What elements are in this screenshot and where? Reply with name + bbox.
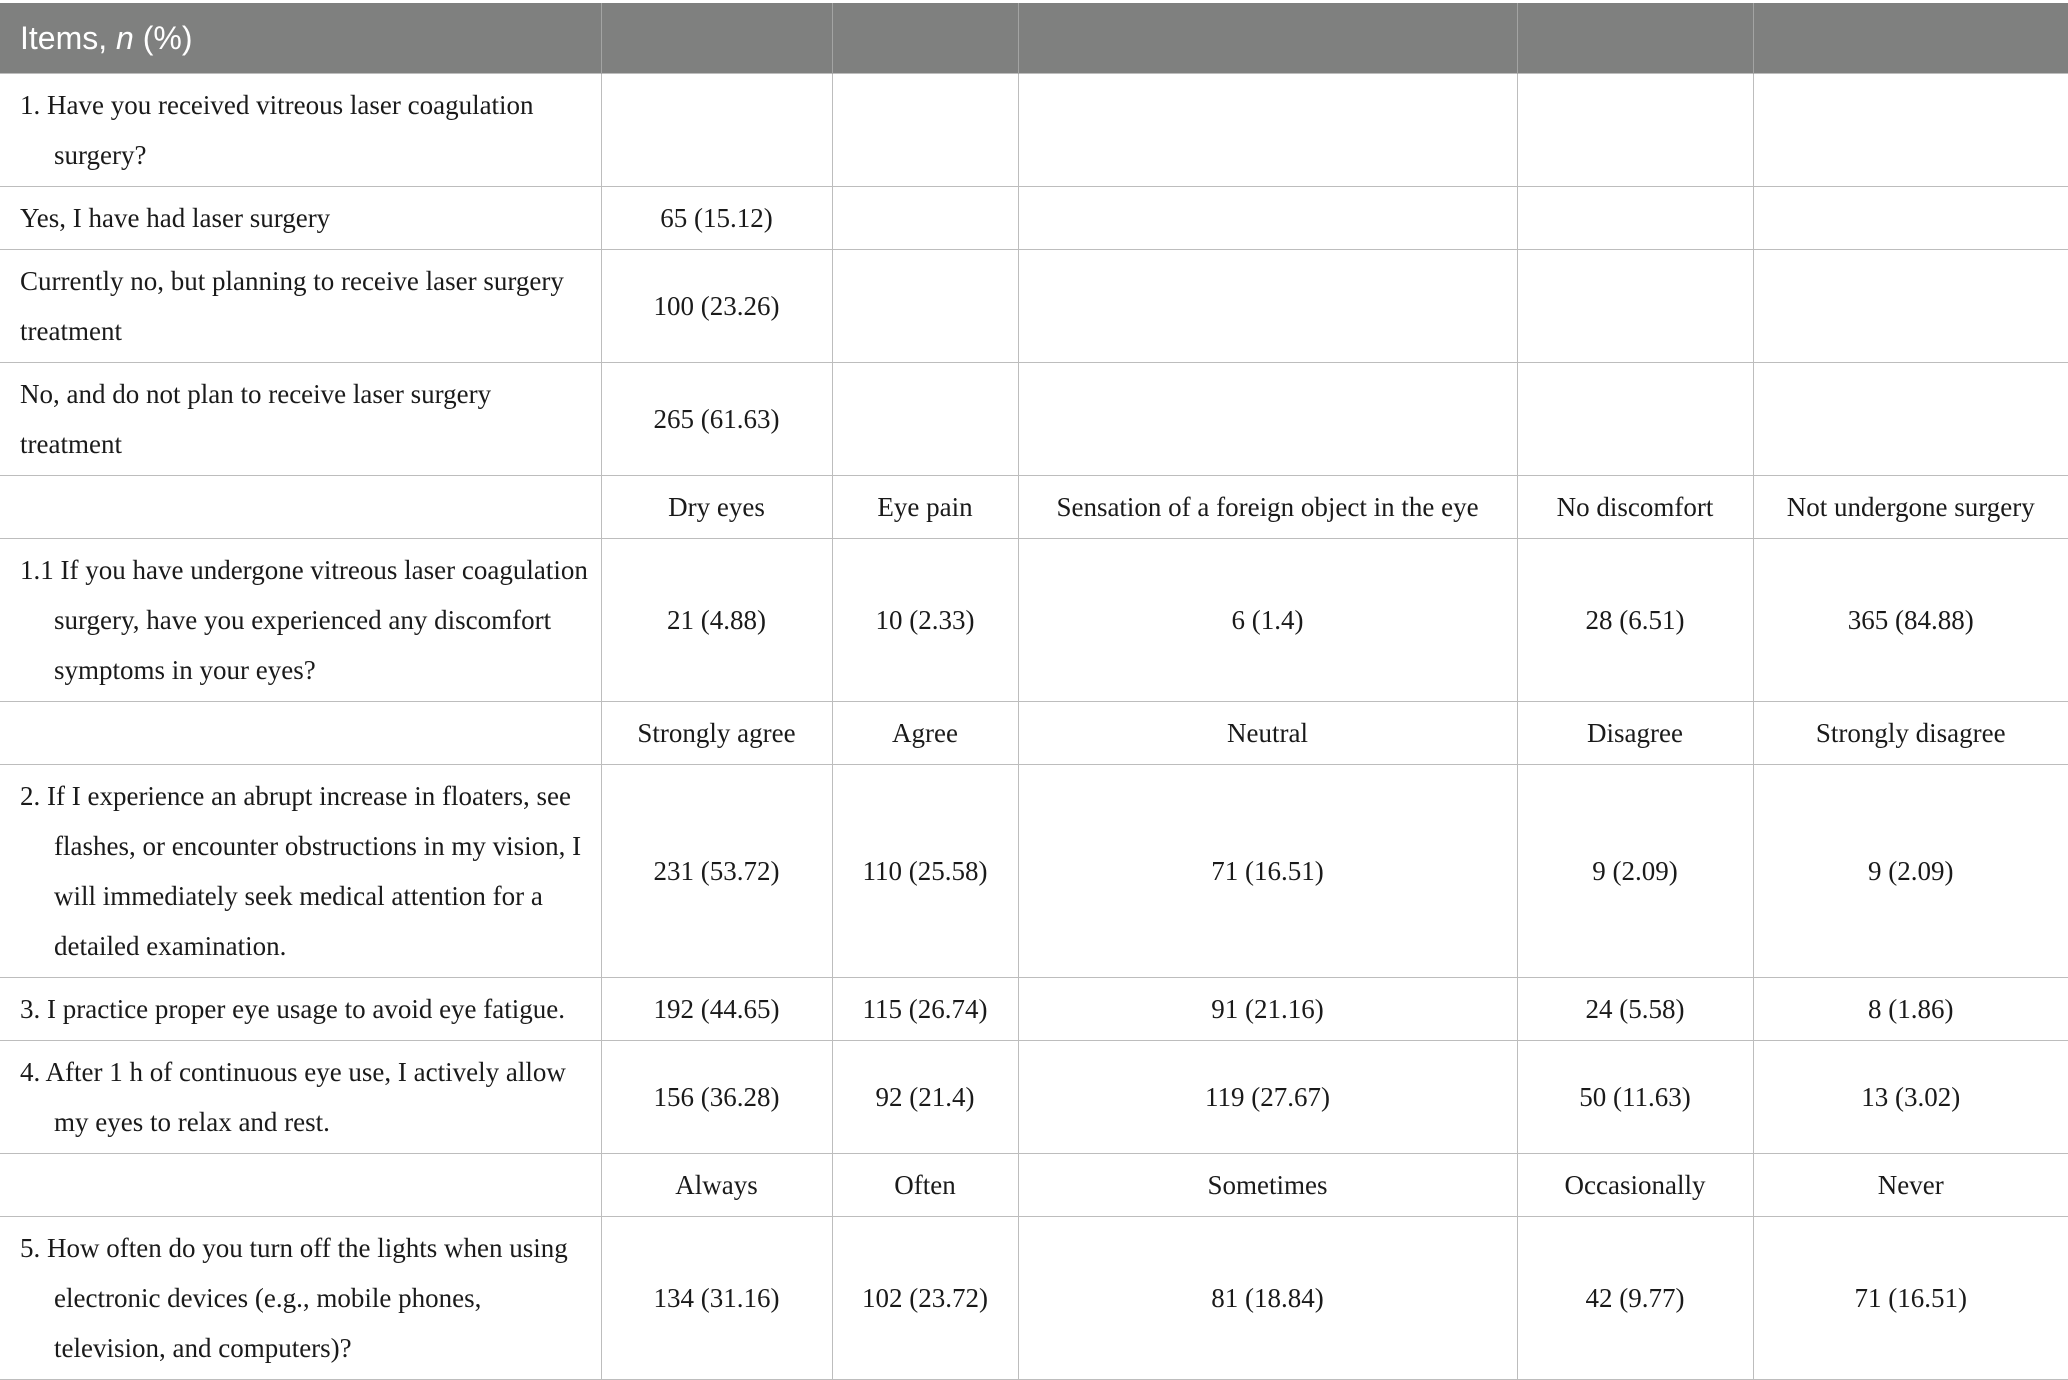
table-cell: 100 (23.26) <box>601 250 832 363</box>
table-cell <box>1517 187 1753 250</box>
table-cell <box>1753 250 2068 363</box>
table-cell <box>1517 363 1753 476</box>
table-cell <box>1517 74 1753 187</box>
header-col-4 <box>1517 3 1753 74</box>
table-cell <box>1753 74 2068 187</box>
items-header-n: n <box>116 19 134 56</box>
row-label <box>0 476 601 539</box>
scale-label: No discomfort <box>1517 476 1753 539</box>
table-cell <box>1018 187 1517 250</box>
scale-label: Dry eyes <box>601 476 832 539</box>
table-cell <box>832 250 1018 363</box>
table-cell: 71 (16.51) <box>1018 765 1517 978</box>
table-row <box>0 539 2068 702</box>
row-label: 2. If I experience an abrupt increase in floaters, see flashes, or encounter obstructions in my vision, I will immediately seek medical attention for a detailed examination. <box>0 765 601 978</box>
table-header-row <box>0 3 2068 74</box>
scale-label: Neutral <box>1018 702 1517 765</box>
response-scale-row <box>0 702 2068 765</box>
table-row <box>0 978 2068 1041</box>
table-row <box>0 1217 2068 1380</box>
table-cell: 71 (16.51) <box>1753 1217 2068 1380</box>
table-cell: 91 (21.16) <box>1018 978 1517 1041</box>
table-cell: 9 (2.09) <box>1517 765 1753 978</box>
table-row <box>0 1041 2068 1154</box>
table-cell: 10 (2.33) <box>832 539 1018 702</box>
scale-label: Agree <box>832 702 1018 765</box>
response-scale-row <box>0 476 2068 539</box>
table-cell: 192 (44.65) <box>601 978 832 1041</box>
header-col-1 <box>601 3 832 74</box>
table-cell <box>1018 74 1517 187</box>
table-row <box>0 765 2068 978</box>
table-row <box>0 250 2068 363</box>
table-cell: 21 (4.88) <box>601 539 832 702</box>
table-cell: 115 (26.74) <box>832 978 1018 1041</box>
table-row <box>0 363 2068 476</box>
table-cell: 134 (31.16) <box>601 1217 832 1380</box>
table-cell: 28 (6.51) <box>1517 539 1753 702</box>
scale-label: Disagree <box>1517 702 1753 765</box>
scale-label: Occasionally <box>1517 1154 1753 1217</box>
table-cell <box>832 363 1018 476</box>
scale-label: Strongly disagree <box>1753 702 2068 765</box>
table-cell: 24 (5.58) <box>1517 978 1753 1041</box>
scale-label: Never <box>1753 1154 2068 1217</box>
row-label: 1.1 If you have undergone vitreous laser coagulation surgery, have you experienced any discomfort symptoms in your eyes? <box>0 539 601 702</box>
table-cell <box>1517 250 1753 363</box>
row-label: 4. After 1 h of continuous eye use, I actively allow my eyes to relax and rest. <box>0 1041 601 1154</box>
scale-label: Always <box>601 1154 832 1217</box>
table-cell: 92 (21.4) <box>832 1041 1018 1154</box>
table-row <box>0 74 2068 187</box>
table-cell: 265 (61.63) <box>601 363 832 476</box>
scale-label: Strongly agree <box>601 702 832 765</box>
table-cell <box>832 187 1018 250</box>
table-cell <box>1018 363 1517 476</box>
table-cell: 231 (53.72) <box>601 765 832 978</box>
survey-table-container <box>0 3 2068 1380</box>
table-cell: 110 (25.58) <box>832 765 1018 978</box>
table-cell: 65 (15.12) <box>601 187 832 250</box>
scale-label: Sometimes <box>1018 1154 1517 1217</box>
row-label: No, and do not plan to receive laser surgery treatment <box>0 363 601 476</box>
table-cell: 9 (2.09) <box>1753 765 2068 978</box>
table-cell: 42 (9.77) <box>1517 1217 1753 1380</box>
table-cell: 13 (3.02) <box>1753 1041 2068 1154</box>
table-cell <box>832 74 1018 187</box>
response-scale-row <box>0 1154 2068 1217</box>
row-label: 3. I practice proper eye usage to avoid eye fatigue. <box>0 978 601 1041</box>
table-cell <box>1753 363 2068 476</box>
header-col-3 <box>1018 3 1517 74</box>
table-cell: 8 (1.86) <box>1753 978 2068 1041</box>
row-label: Currently no, but planning to receive laser surgery treatment <box>0 250 601 363</box>
items-header-label: Items, <box>20 19 117 56</box>
table-cell: 6 (1.4) <box>1018 539 1517 702</box>
row-label <box>0 702 601 765</box>
table-cell: 50 (11.63) <box>1517 1041 1753 1154</box>
table-cell: 156 (36.28) <box>601 1041 832 1154</box>
table-cell <box>1753 187 2068 250</box>
table-cell: 365 (84.88) <box>1753 539 2068 702</box>
row-label: 5. How often do you turn off the lights when using electronic devices (e.g., mobile phones, television, and computers)? <box>0 1217 601 1380</box>
table-cell <box>601 74 832 187</box>
row-label: Yes, I have had laser surgery <box>0 187 601 250</box>
table-cell: 81 (18.84) <box>1018 1217 1517 1380</box>
table-cell <box>1018 250 1517 363</box>
table-row <box>0 187 2068 250</box>
items-header-unit: (%) <box>133 19 193 56</box>
scale-label: Often <box>832 1154 1018 1217</box>
items-header <box>0 3 601 74</box>
row-label: 1. Have you received vitreous laser coagulation surgery? <box>0 74 601 187</box>
table-cell: 119 (27.67) <box>1018 1041 1517 1154</box>
survey-results-table <box>0 3 2068 1380</box>
scale-label: Sensation of a foreign object in the eye <box>1018 476 1517 539</box>
header-col-5 <box>1753 3 2068 74</box>
row-label <box>0 1154 601 1217</box>
scale-label: Eye pain <box>832 476 1018 539</box>
table-cell: 102 (23.72) <box>832 1217 1018 1380</box>
header-col-2 <box>832 3 1018 74</box>
scale-label: Not undergone surgery <box>1753 476 2068 539</box>
